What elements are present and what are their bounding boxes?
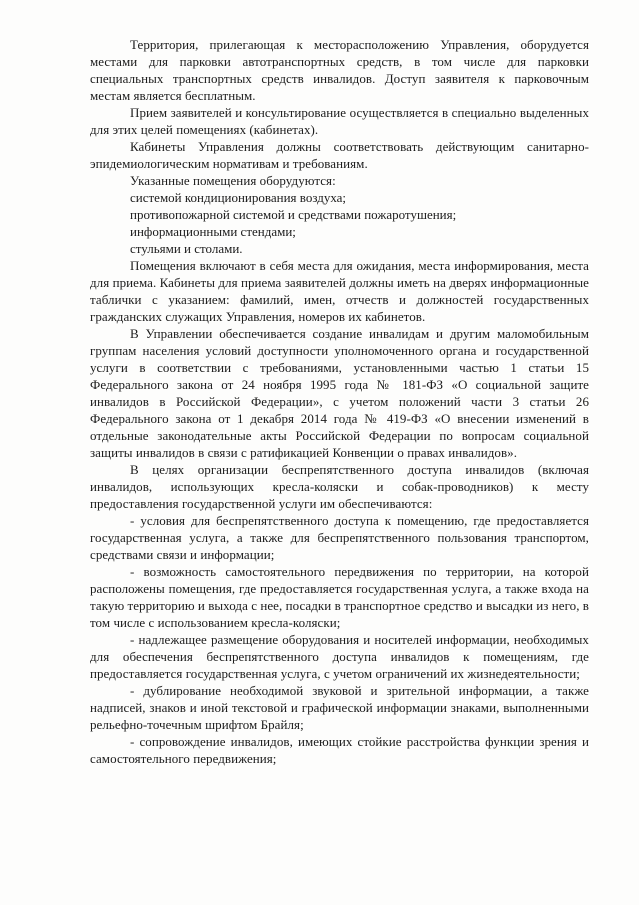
list-item-duplication: - дублирование необходимой звуковой и зрительной информации, а также надписей, знаков и иной текстовой и графической информации знаками, выполненными рельефно-точечным шрифтом Брайля; [90,683,589,732]
equipment-item-info-stands: информационными стендами; [130,224,296,239]
paragraph-access-intro: В целях организации беспрепятственного доступа инвалидов (включая инвалидов, использующих кресла-коляски и собак-проводников) к месту предоставления государственной услуги им обеспечиваются: [90,462,589,511]
paragraph-parking: Территория, прилегающая к месторасположению Управления, оборудуется местами для парковки автотранспортных средств, в том числе для парковки специальных транспортных средств инвалидов. Доступ заявителя к парковочным местам является бесплатным. [90,37,589,103]
equipment-item-air-conditioning: системой кондиционирования воздуха; [130,190,347,205]
paragraph-premises: Помещения включают в себя места для ожидания, места информирования, места для приема. Кабинеты для приема заявителей должны иметь на дверях информационные таблички с указанием: фамилий, имен, отчеств и должностей государственных гражданских служащих Управления, номеров их кабинетов. [90,258,589,324]
equipment-item-furniture: стульями и столами. [130,241,243,256]
paragraph-cabinets: Кабинеты Управления должны соответствовать действующим санитарно-эпидемиологическим нормативам и требованиям. [90,139,589,171]
list-item-equipment-placement: - надлежащее размещение оборудования и носителей информации, необходимых для обеспечения беспрепятственного доступа инвалидов к помещениям, где предоставляется государственная услуга, с учетом ограничений их жизнедеятельности; [90,632,589,681]
paragraph-accessibility: В Управлении обеспечивается создание инвалидам и другим маломобильным группам населения условий доступности уполномоченного органа и государственной услуги в соответствии с требованиями, установленными частью 1 статьи 15 Федерального закона от 24 ноября 1995 года № 181-ФЗ «О социальной защите инвалидов в Российской Федерации», с учетом положений части 3 статьи 26 Федерального закона от 1 декабря 2014 года № 419-ФЗ «О внесении изменений в отдельные законодательные акты Российской Федерации по вопросам социальной защиты инвалидов в связи с ратификацией Конвенции о правах инвалидов». [90,326,589,460]
list-item-movement: - возможность самостоятельного передвижения по территории, на которой расположены помещения, где предоставляется государственная услуга, а также входа на такую территорию и выхода с нее, посадки в транспортное средство и высадки из него, в том числе с использованием кресла-коляски; [90,564,589,630]
equipment-item-fire-safety: противопожарной системой и средствами пожаротушения; [130,207,457,222]
paragraph-reception: Прием заявителей и консультирование осуществляется в специально выделенных для этих целей помещениях (кабинетах). [90,105,589,137]
list-item-conditions: - условия для беспрепятственного доступа к помещению, где предоставляется государственная услуга, а также для беспрепятственного пользования транспортом, средствами связи и информации; [90,513,589,562]
paragraph-equipment-intro: Указанные помещения оборудуются: [130,173,336,188]
list-item-escort: - сопровождение инвалидов, имеющих стойкие расстройства функции зрения и самостоятельного передвижения; [90,734,589,766]
